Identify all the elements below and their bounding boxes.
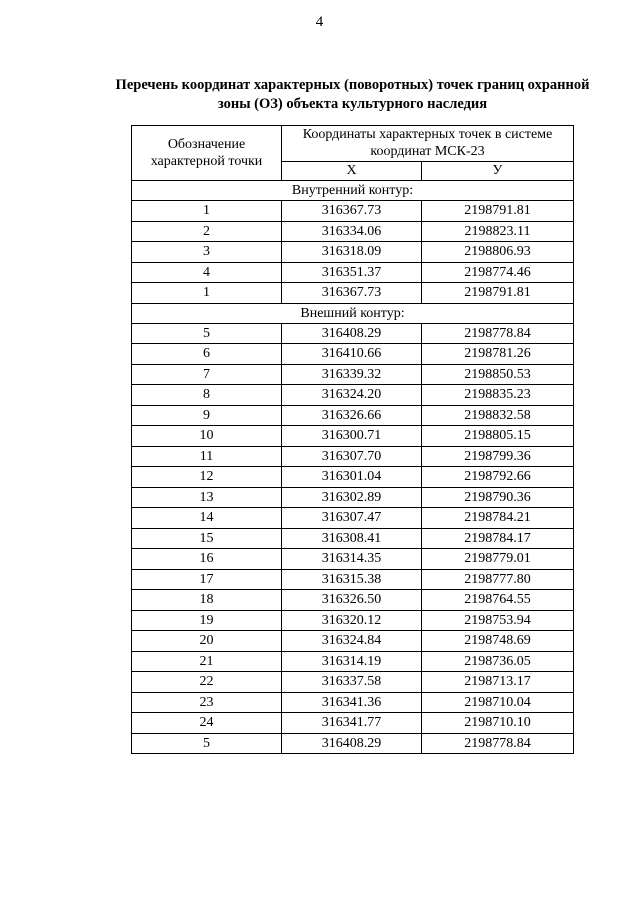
- point-number-cell: 23: [132, 692, 282, 713]
- y-coordinate-cell: 2198799.36: [422, 446, 574, 467]
- header-point-designation: Обозначение характерной точки: [132, 126, 282, 181]
- y-coordinate-cell: 2198710.10: [422, 713, 574, 734]
- y-coordinate-cell: 2198753.94: [422, 610, 574, 631]
- table-row: [132, 610, 574, 631]
- point-number-cell: 6: [132, 344, 282, 365]
- table-row: [132, 242, 574, 263]
- header-y: У: [422, 161, 574, 180]
- y-coordinate-cell: 2198736.05: [422, 651, 574, 672]
- page-number: 4: [315, 14, 324, 30]
- point-number-cell: 5: [132, 733, 282, 754]
- x-coordinate-cell: 316326.50: [282, 590, 422, 611]
- x-coordinate-cell: 316337.58: [282, 672, 422, 693]
- header-coordinate-system: Координаты характерных точек в системе координат МСК-23: [282, 126, 574, 162]
- y-coordinate-cell: 2198774.46: [422, 262, 574, 283]
- y-coordinate-cell: 2198710.04: [422, 692, 574, 713]
- point-number-cell: 14: [132, 508, 282, 529]
- x-coordinate-cell: 316307.70: [282, 446, 422, 467]
- y-coordinate-cell: 2198805.15: [422, 426, 574, 447]
- x-coordinate-cell: 316302.89: [282, 487, 422, 508]
- point-number-cell: 16: [132, 549, 282, 570]
- point-number-cell: 11: [132, 446, 282, 467]
- point-number-cell: 22: [132, 672, 282, 693]
- point-number-cell: 8: [132, 385, 282, 406]
- header-x: X: [282, 161, 422, 180]
- x-coordinate-cell: 316314.19: [282, 651, 422, 672]
- title-line-2: зоны (ОЗ) объекта культурного наследия: [217, 96, 488, 112]
- y-coordinate-cell: 2198778.84: [422, 323, 574, 344]
- y-coordinate-cell: 2198778.84: [422, 733, 574, 754]
- table-row: [132, 283, 574, 304]
- x-coordinate-cell: 316410.66: [282, 344, 422, 365]
- y-coordinate-cell: 2198713.17: [422, 672, 574, 693]
- point-number-cell: 7: [132, 364, 282, 385]
- y-coordinate-cell: 2198791.81: [422, 201, 574, 222]
- x-coordinate-cell: 316300.71: [282, 426, 422, 447]
- table-row: [132, 487, 574, 508]
- point-number-cell: 10: [132, 426, 282, 447]
- table-row: [132, 446, 574, 467]
- point-number-cell: 4: [132, 262, 282, 283]
- y-coordinate-cell: 2198779.01: [422, 549, 574, 570]
- section-row: [132, 303, 574, 323]
- table-row: [132, 385, 574, 406]
- y-coordinate-cell: 2198777.80: [422, 569, 574, 590]
- table-row: [132, 733, 574, 754]
- point-number-cell: 21: [132, 651, 282, 672]
- title-line-1: Перечень координат характерных (поворотных) точек границ охранной: [115, 77, 590, 93]
- point-number-cell: 20: [132, 631, 282, 652]
- x-coordinate-cell: 316315.38: [282, 569, 422, 590]
- table-row: [132, 672, 574, 693]
- point-number-cell: 5: [132, 323, 282, 344]
- point-number-cell: 1: [132, 201, 282, 222]
- y-coordinate-cell: 2198790.36: [422, 487, 574, 508]
- section-row: [132, 181, 574, 201]
- table-row: [132, 201, 574, 222]
- table-row: [132, 323, 574, 344]
- point-number-cell: 17: [132, 569, 282, 590]
- section-title: Внутренний контур:: [132, 181, 574, 201]
- y-coordinate-cell: 2198835.23: [422, 385, 574, 406]
- x-coordinate-cell: 316326.66: [282, 405, 422, 426]
- x-coordinate-cell: 316339.32: [282, 364, 422, 385]
- point-number-cell: 24: [132, 713, 282, 734]
- table-row: [132, 569, 574, 590]
- y-coordinate-cell: 2198748.69: [422, 631, 574, 652]
- table-row: [132, 528, 574, 549]
- point-number-cell: 3: [132, 242, 282, 263]
- x-coordinate-cell: 316324.20: [282, 385, 422, 406]
- table-row: [132, 221, 574, 242]
- y-coordinate-cell: 2198784.21: [422, 508, 574, 529]
- table-row: [132, 426, 574, 447]
- x-coordinate-cell: 316351.37: [282, 262, 422, 283]
- y-coordinate-cell: 2198764.55: [422, 590, 574, 611]
- y-coordinate-cell: 2198850.53: [422, 364, 574, 385]
- section-title: Внешний контур:: [132, 303, 574, 323]
- x-coordinate-cell: 316367.73: [282, 283, 422, 304]
- x-coordinate-cell: 316307.47: [282, 508, 422, 529]
- table-row: [132, 467, 574, 488]
- x-coordinate-cell: 316341.36: [282, 692, 422, 713]
- table-row: [132, 549, 574, 570]
- y-coordinate-cell: 2198792.66: [422, 467, 574, 488]
- point-number-cell: 12: [132, 467, 282, 488]
- x-coordinate-cell: 316408.29: [282, 733, 422, 754]
- table-row: [132, 364, 574, 385]
- table-body: [132, 181, 574, 754]
- y-coordinate-cell: 2198784.17: [422, 528, 574, 549]
- point-number-cell: 18: [132, 590, 282, 611]
- x-coordinate-cell: 316341.77: [282, 713, 422, 734]
- table-row: [132, 713, 574, 734]
- x-coordinate-cell: 316308.41: [282, 528, 422, 549]
- x-coordinate-cell: 316320.12: [282, 610, 422, 631]
- table-row: [132, 344, 574, 365]
- table-row: [132, 651, 574, 672]
- y-coordinate-cell: 2198832.58: [422, 405, 574, 426]
- y-coordinate-cell: 2198806.93: [422, 242, 574, 263]
- table-row: [132, 590, 574, 611]
- y-coordinate-cell: 2198823.11: [422, 221, 574, 242]
- x-coordinate-cell: 316408.29: [282, 323, 422, 344]
- x-coordinate-cell: 316314.35: [282, 549, 422, 570]
- table-row: [132, 262, 574, 283]
- point-number-cell: 13: [132, 487, 282, 508]
- table-row: [132, 631, 574, 652]
- table-row: [132, 692, 574, 713]
- coordinates-table: [131, 125, 574, 754]
- x-coordinate-cell: 316301.04: [282, 467, 422, 488]
- x-coordinate-cell: 316324.84: [282, 631, 422, 652]
- document-title: [90, 76, 615, 114]
- point-number-cell: 2: [132, 221, 282, 242]
- point-number-cell: 15: [132, 528, 282, 549]
- x-coordinate-cell: 316334.06: [282, 221, 422, 242]
- table-row: [132, 508, 574, 529]
- point-number-cell: 1: [132, 283, 282, 304]
- y-coordinate-cell: 2198791.81: [422, 283, 574, 304]
- y-coordinate-cell: 2198781.26: [422, 344, 574, 365]
- x-coordinate-cell: 316367.73: [282, 201, 422, 222]
- table-row: [132, 405, 574, 426]
- x-coordinate-cell: 316318.09: [282, 242, 422, 263]
- point-number-cell: 9: [132, 405, 282, 426]
- point-number-cell: 19: [132, 610, 282, 631]
